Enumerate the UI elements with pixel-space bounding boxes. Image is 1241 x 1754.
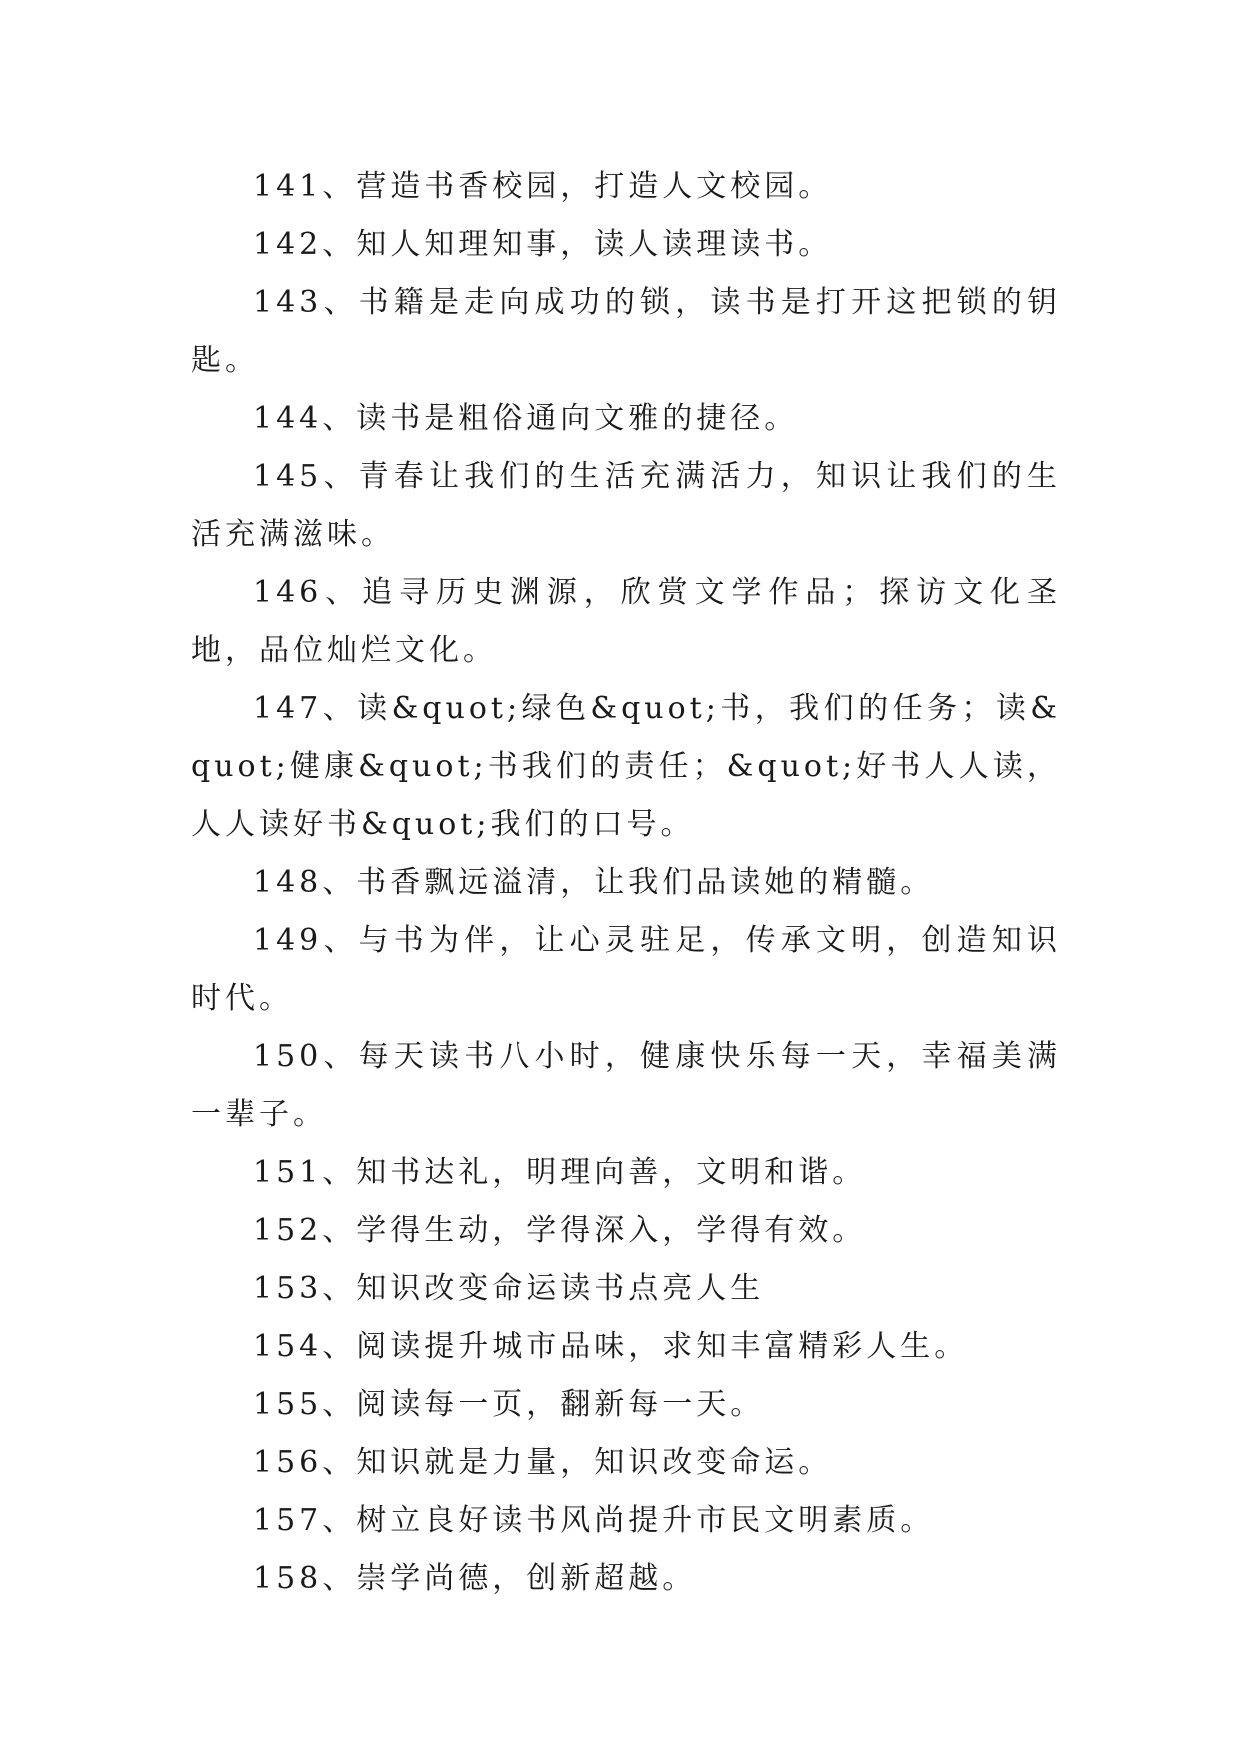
slogan-paragraph: 146、追寻历史渊源，欣赏文学作品；探访文化圣地，品位灿烂文化。 — [191, 575, 1061, 668]
slogan-paragraph: 157、树立良好读书风尚提升市民文明素质。 — [253, 1503, 935, 1538]
slogan-paragraph: 150、每天读书八小时，健康快乐每一天，幸福美满一辈子。 — [191, 1039, 1061, 1132]
slogan-paragraph: 152、学得生动，学得深入，学得有效。 — [253, 1213, 867, 1248]
slogan-paragraph: 145、青春让我们的生活充满活力，知识让我们的生活充满滋味。 — [191, 459, 1061, 552]
document-body — [191, 158, 1061, 1608]
slogan-paragraph: 153、知识改变命运读书点亮人生 — [253, 1271, 765, 1306]
slogan-paragraph: 154、阅读提升城市品味，求知丰富精彩人生。 — [253, 1329, 969, 1364]
slogan-paragraph: 142、知人知理知事，读人读理读书。 — [253, 227, 833, 262]
slogan-paragraph: 156、知识就是力量，知识改变命运。 — [253, 1445, 833, 1480]
slogan-paragraph: 144、读书是粗俗通向文雅的捷径。 — [253, 401, 799, 436]
slogan-paragraph: 151、知书达礼，明理向善，文明和谐。 — [253, 1155, 867, 1190]
slogan-paragraph: 149、与书为伴，让心灵驻足，传承文明，创造知识时代。 — [191, 923, 1061, 1016]
slogan-paragraph: 147、读&quot;绿色&quot;书，我们的任务；读&quot;健康&quot;书我们的责任；&quot;好书人人读，人人读好书&quot;我们的口号。 — [191, 691, 1061, 842]
slogan-paragraph: 143、书籍是走向成功的锁，读书是打开这把锁的钥匙。 — [191, 285, 1061, 378]
slogan-paragraph: 158、崇学尚德，创新超越。 — [253, 1561, 697, 1596]
slogan-paragraph: 155、阅读每一页，翻新每一天。 — [253, 1387, 765, 1422]
slogan-paragraph: 148、书香飘远溢清，让我们品读她的精髓。 — [253, 865, 935, 900]
slogan-paragraph: 141、营造书香校园，打造人文校园。 — [253, 169, 833, 204]
